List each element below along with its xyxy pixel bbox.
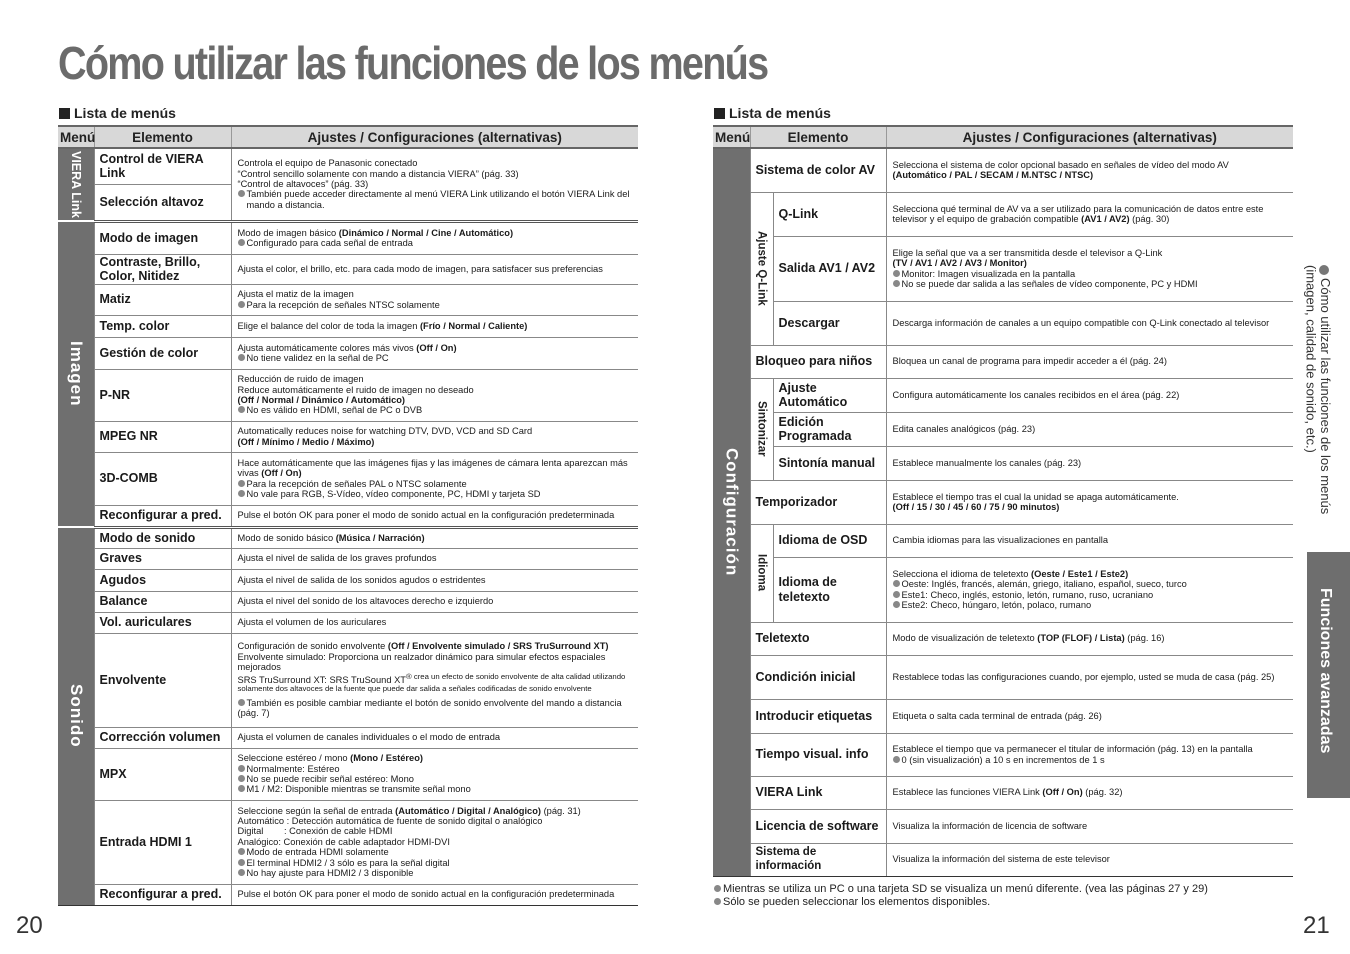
table-row [713,301,1293,345]
settings-cell: Selecciona qué terminal de AV va a ser utilizado para la comunicación de datos entre este televisor y el equipo de grabación compatible (AV1 / AV2) (pág. 30) [886,192,1293,236]
left-menu-table [58,125,638,906]
settings-cell: Ajusta el volumen de los auriculares [231,612,638,633]
item-idioma-osd[interactable]: Idioma de OSD [773,524,886,557]
item-salida-av[interactable]: Salida AV1 / AV2 [773,236,886,301]
item-vol-auriculares[interactable]: Vol. auriculares [94,612,231,633]
table-row [58,254,638,284]
table-row [58,748,638,800]
item-graves[interactable]: Graves [94,548,231,569]
col-menu: Menú [713,126,750,148]
item-viera-link[interactable]: VIERA Link [750,776,886,809]
table-row [58,284,638,315]
item-agudos[interactable]: Agudos [94,569,231,591]
table-header [58,126,638,148]
table-row [58,569,638,591]
page-title: Cómo utilizar las funciones de los menús [58,37,768,89]
item-3d-comb[interactable]: 3D-COMB [94,452,231,505]
settings-cell: Establece las funciones VIERA Link (Off / On) (pág. 32) [886,776,1293,809]
settings-cell: Bloquea un canal de programa para impedir acceder a él (pág. 24) [886,345,1293,378]
item-idioma-teletexto[interactable]: Idioma de teletexto [773,557,886,622]
item-sistema-color-av[interactable]: Sistema de color AV [750,148,886,192]
table-row [58,221,638,254]
item-licencia-software[interactable]: Licencia de software [750,809,886,843]
subgroup-sintonizar: Sintonizar [750,378,773,480]
footnotes: Mientras se utiliza un PC o una tarjeta SD se visualiza un menú diferente. (vea las páginas 27 y 29) Sólo se pueden seleccionar los elementos disponibles. [714,883,1208,909]
table-row [713,557,1293,622]
settings-cell: Pulse el botón OK para poner el modo de sonido actual en la configuración predeterminada [231,505,638,527]
right-section-title: Lista de menús [714,105,831,121]
settings-cell: Modo de visualización de teletexto (TOP (FLOF) / Lista) (pág. 16) [886,622,1293,655]
settings-cell: Ajusta el matiz de la imagen Para la recepción de señales NTSC solamente [231,284,638,315]
table-row [713,843,1293,876]
table-row [713,412,1293,446]
settings-cell: Visualiza la información del sistema de este televisor [886,843,1293,876]
item-reconfig-imagen[interactable]: Reconfigurar a pred. [94,505,231,527]
table-row [713,446,1293,480]
settings-cell: Modo de sonido básico (Música / Narración) [231,527,638,548]
settings-cell: Etiqueta o salta cada terminal de entrada (pág. 26) [886,699,1293,733]
table-row [58,148,638,184]
table-row [58,421,638,452]
table-row [713,699,1293,733]
page-number-left: 20 [16,912,43,939]
right-menu-table [713,125,1293,877]
item-ajuste-automatico[interactable]: Ajuste Automático [773,378,886,412]
item-tiempo-visual[interactable]: Tiempo visual. info [750,733,886,776]
item-edicion-programada[interactable]: Edición Programada [773,412,886,446]
item-descargar[interactable]: Descargar [773,301,886,345]
item-sintonia-manual[interactable]: Sintonía manual [773,446,886,480]
item-teletexto[interactable]: Teletexto [750,622,886,655]
settings-viera: Controla el equipo de Panasonic conectado “Control sencillo solamente con mando a distancia VIERA” (pág. 33) “Control de altavoces” (pág. 33) También puede acceder directamente al menú VIERA Link utilizando el botón VIERA Link del mando a distancia. [231,148,638,221]
item-temp-color[interactable]: Temp. color [94,315,231,337]
settings-cell: Ajusta el nivel de salida de los graves profundos [231,548,638,569]
bullet-icon [714,885,721,892]
table-row [58,315,638,337]
item-seleccion-altavoz[interactable]: Selección altavoz [94,184,231,221]
table-row [58,452,638,505]
settings-cell: Ajusta el nivel de salida de los sonidos agudos o estridentes [231,569,638,591]
table-row [713,733,1293,776]
item-contraste[interactable]: Contraste, Brillo, Color, Nitidez [94,254,231,284]
table-row [58,527,638,548]
col-menu: Menú [58,126,94,148]
settings-cell: Selecciona el sistema de color opcional basado en señales de vídeo del modo AV (Automático / PAL / SECAM / M.NTSC / NTSC) [886,148,1293,192]
settings-cell: Seleccione según la señal de entrada (Automático / Digital / Analógico) (pág. 31) Automático : Detección automática de fuente de sonido digital o analógico Digital : Conexión de cable HDMI Analógico: Conexión de cable adaptador HDMI-DVI Modo de entrada HDMI solamente El terminal HDMI2 / 3 sólo es para la señal digital No hay ajuste para HDMI2 / 3 disponible [231,800,638,884]
item-condicion-inicial[interactable]: Condición inicial [750,655,886,699]
side-description: Cómo utilizar las funciones de los menús (imagen, calidad de sonido, etc.) [1303,265,1334,515]
settings-cell: Hace automáticamente que las imágenes fijas y las imágenes de cámara lenta aparezcan más vivas (Off / On) Para la recepción de señales PAL o NTSC solamente No vale para RGB, S-Vídeo, vídeo componente, PC, HDMI y tarjeta SD [231,452,638,505]
table-row [58,727,638,748]
settings-cell: Pulse el botón OK para poner el modo de sonido actual en la configuración predeterminada [231,884,638,905]
settings-cell: Establece el tiempo tras el cual la unidad se apaga automáticamente. (Off / 15 / 30 / 45 / 60 / 75 / 90 minutos) [886,480,1293,524]
settings-cell: Modo de imagen básico (Dinámico / Normal / Cine / Automático) Configurado para cada señal de entrada [231,221,638,254]
bullet-icon [238,190,245,197]
item-reconfig-sonido[interactable]: Reconfigurar a pred. [94,884,231,905]
settings-cell: Elige el balance del color de toda la imagen (Frío / Normal / Caliente) [231,315,638,337]
settings-cell: Configura automáticamente los canales recibidos en el área (pág. 22) [886,378,1293,412]
bullet-icon [714,898,721,905]
table-row [58,548,638,569]
group-imagen: Imagen [58,221,94,527]
settings-cell: Cambia idiomas para las visualizaciones en pantalla [886,524,1293,557]
settings-cell: Reducción de ruido de imagen Reduce automáticamente el ruido de imagen no deseado (Off / Normal / Dinámico / Automático) No es válido en HDMI, señal de PC o DVB [231,369,638,421]
item-qlink[interactable]: Q-Link [773,192,886,236]
settings-cell: Selecciona el idioma de teletexto (Oeste / Este1 / Este2) Oeste: Inglés, francés, alemán, griego, italiano, español, sueco, turco Este1: Checo, inglés, estonio, letón, rumano, ruso, ucraniano Este2: Checo, húngaro, letón, polaco, rumano [886,557,1293,622]
settings-cell: Descarga información de canales a un equipo compatible con Q-Link conectado al televisor [886,301,1293,345]
subgroup-idioma: Idioma [750,524,773,622]
table-row [58,505,638,527]
item-sistema-informacion[interactable]: Sistema de información [750,843,886,876]
table-row [713,655,1293,699]
table-row [58,633,638,727]
settings-cell: Edita canales analógicos (pág. 23) [886,412,1293,446]
item-modo-imagen[interactable]: Modo de imagen [94,221,231,254]
item-correccion-volumen[interactable]: Corrección volumen [94,727,231,748]
table-row [58,612,638,633]
table-header [713,126,1293,148]
col-settings: Ajustes / Configuraciones (alternativas) [886,126,1293,148]
settings-cell: Automatically reduces noise for watching DTV, DVD, VCD and SD Card (Off / Mínimo / Medio / Máximo) [231,421,638,452]
table-row [713,236,1293,301]
settings-cell: Establece manualmente los canales (pág. 23) [886,446,1293,480]
side-tab[interactable]: Funciones avanzadas [1307,552,1350,798]
table-row [713,378,1293,412]
table-row [713,345,1293,378]
settings-cell: Establece el tiempo que va permanecer el titular de información (pág. 13) en la pantalla 0 (sin visualización) a 10 s en incrementos de 1 s [886,733,1293,776]
group-viera-link: VIERA Link [58,148,94,221]
table-row [58,800,638,884]
table-row [713,809,1293,843]
table-row [713,192,1293,236]
settings-cell: Elige la señal que va a ser transmitida desde el televisor a Q-Link (TV / AV1 / AV2 / AV3 / Monitor) Monitor: Imagen visualizada en la pantalla No se puede dar salida a las señales de vídeo componente, PC y HDMI [886,236,1293,301]
item-balance[interactable]: Balance [94,591,231,612]
item-bloqueo-ninos[interactable]: Bloqueo para niños [750,345,886,378]
table-row [713,480,1293,524]
table-row [713,776,1293,809]
table-row [713,148,1293,192]
table-row [58,337,638,369]
table-row [58,884,638,905]
group-sonido: Sonido [58,527,94,905]
item-temporizador[interactable]: Temporizador [750,480,886,524]
settings-cell: Visualiza la información de licencia de software [886,809,1293,843]
item-gestion-color[interactable]: Gestión de color [94,337,231,369]
col-settings: Ajustes / Configuraciones (alternativas) [231,126,638,148]
settings-cell: Configuración de sonido envolvente (Off / Envolvente simulado / SRS TruSurround XT) Envolvente simulado: Proporciona un realzador dinámico para simular efectos espaciales mejorados SRS TruSurround XT: SRS TruSound $XT^{® crea un efecto de sonido envolvente de alta calidad utilizando solamente dos altavoces de la fuente que puede dar salida a señales codificadas de sonido envolvente}$ También es posible cambiar mediante el botón de sonido envolvente del mando a distancia (pág. 7) [231,633,638,727]
item-entrada-hdmi1[interactable]: Entrada HDMI 1 [94,800,231,884]
group-configuracion: Configuración [713,148,750,876]
item-introducir-etiquetas[interactable]: Introducir etiquetas [750,699,886,733]
item-control-viera[interactable]: Control de VIERA Link [94,148,231,184]
page-number-right: 21 [1303,912,1330,939]
bullet-icon [1319,265,1329,275]
item-matiz[interactable]: Matiz [94,284,231,315]
item-modo-sonido[interactable]: Modo de sonido [94,527,231,548]
item-mpeg-nr[interactable]: MPEG NR [94,421,231,452]
col-element: Elemento [94,126,231,148]
table-row [713,622,1293,655]
settings-cell: Ajusta el volumen de canales individuales o el modo de entrada [231,727,638,748]
left-section-title: Lista de menús [59,105,176,121]
subgroup-qlink: Ajuste Q-Link [750,192,773,345]
table-row [58,591,638,612]
settings-cell: Ajusta automáticamente colores más vivos (Off / On) No tiene validez en la señal de PC [231,337,638,369]
col-element: Elemento [750,126,886,148]
table-row [713,524,1293,557]
settings-cell: Restablece todas las configuraciones cuando, por ejemplo, usted se muda de casa (pág. 25) [886,655,1293,699]
item-mpx[interactable]: MPX [94,748,231,800]
table-row [58,369,638,421]
settings-cell: Ajusta el color, el brillo, etc. para cada modo de imagen, para satisfacer sus preferencias [231,254,638,284]
item-pnr[interactable]: P-NR [94,369,231,421]
settings-cell: Seleccione estéreo / mono (Mono / Estéreo) Normalmente: Estéreo No se puede recibir señal estéreo: Mono M1 / M2: Disponible mientras se transmite señal mono [231,748,638,800]
item-envolvente[interactable]: Envolvente [94,633,231,727]
settings-cell: Ajusta el nivel del sonido de los altavoces derecho e izquierdo [231,591,638,612]
